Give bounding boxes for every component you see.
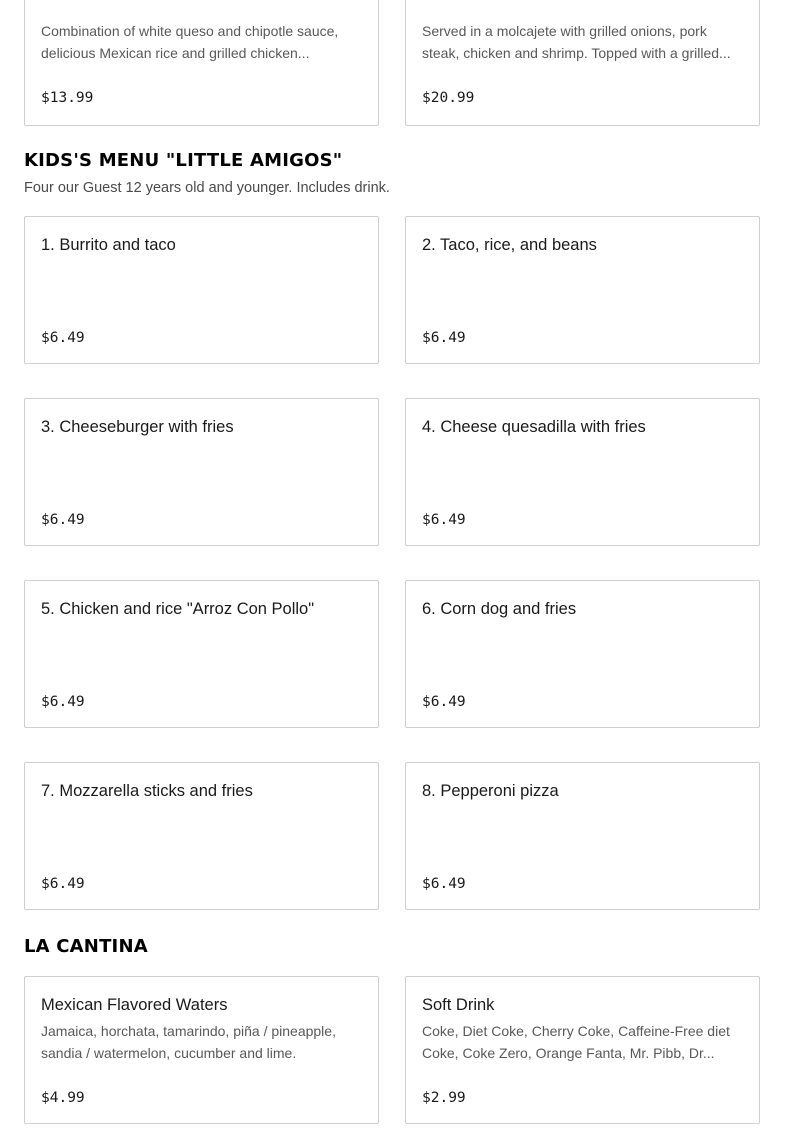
menu-item-price: $6.49 [41,694,85,710]
menu-item-name: 2. Taco, rice, and beans [422,236,597,254]
menu-item-card[interactable] [405,976,760,1124]
menu-item-price: $6.49 [41,876,85,892]
menu-item-card[interactable] [405,398,760,546]
menu-item-card[interactable] [405,580,760,728]
menu-item-price: $20.99 [422,90,475,106]
menu-item-price: $6.49 [41,330,85,346]
menu-item-name: 8. Pepperoni pizza [422,782,559,800]
menu-item-name: Mexican Flavored Waters [41,996,228,1014]
menu-item-card[interactable] [24,762,379,910]
menu-item-card[interactable] [405,216,760,364]
menu-item-name: 7. Mozzarella sticks and fries [41,782,253,800]
menu-item-price: $4.99 [41,1090,85,1106]
menu-item-card[interactable] [405,762,760,910]
menu-item-card[interactable] [24,398,379,546]
menu-item-card[interactable] [24,216,379,364]
menu-item-name: 4. Cheese quesadilla with fries [422,418,646,436]
menu-item-description: Served in a molcajete with grilled onions, pork steak, chicken and shrimp. Topped with a grilled... [422,23,731,61]
menu-item-price: $6.49 [41,512,85,528]
menu-item-description: Combination of white queso and chipotle sauce, delicious Mexican rice and grilled chicken... [41,23,339,61]
menu-item-price: $6.49 [422,330,466,346]
menu-item-name: 6. Corn dog and fries [422,600,577,618]
menu-item-price: $6.49 [422,876,466,892]
menu-item-price: $13.99 [41,90,94,106]
menu-item-card[interactable] [405,0,760,126]
section-title-kids-menu: KIDS'S MENU "LITTLE AMIGOS" [24,150,343,171]
menu-item-price: $6.49 [422,694,466,710]
menu-item-card[interactable] [24,0,379,126]
menu-item-name: 5. Chicken and rice "Arroz Con Pollo" [41,600,315,618]
menu-item-card[interactable] [24,976,379,1124]
section-title-la-cantina: LA CANTINA [24,936,148,957]
menu-item-description: Coke, Diet Coke, Cherry Coke, Caffeine-Free diet Coke, Coke Zero, Orange Fanta, Mr. Pibb, Dr... [422,1023,730,1061]
menu-item-name: Soft Drink [422,996,495,1014]
menu-item-description: Jamaica, horchata, tamarindo, piña / pineapple, sandia / watermelon, cucumber and lime. [41,1023,336,1061]
menu-item-name: 1. Burrito and taco [41,236,176,254]
section-subtitle-kids-menu: Four our Guest 12 years old and younger. Includes drink. [24,180,390,196]
menu-item-price: $2.99 [422,1090,466,1106]
menu-item-name: 3. Cheeseburger with fries [41,418,234,436]
menu-item-price: $6.49 [422,512,466,528]
menu-item-card[interactable] [24,580,379,728]
